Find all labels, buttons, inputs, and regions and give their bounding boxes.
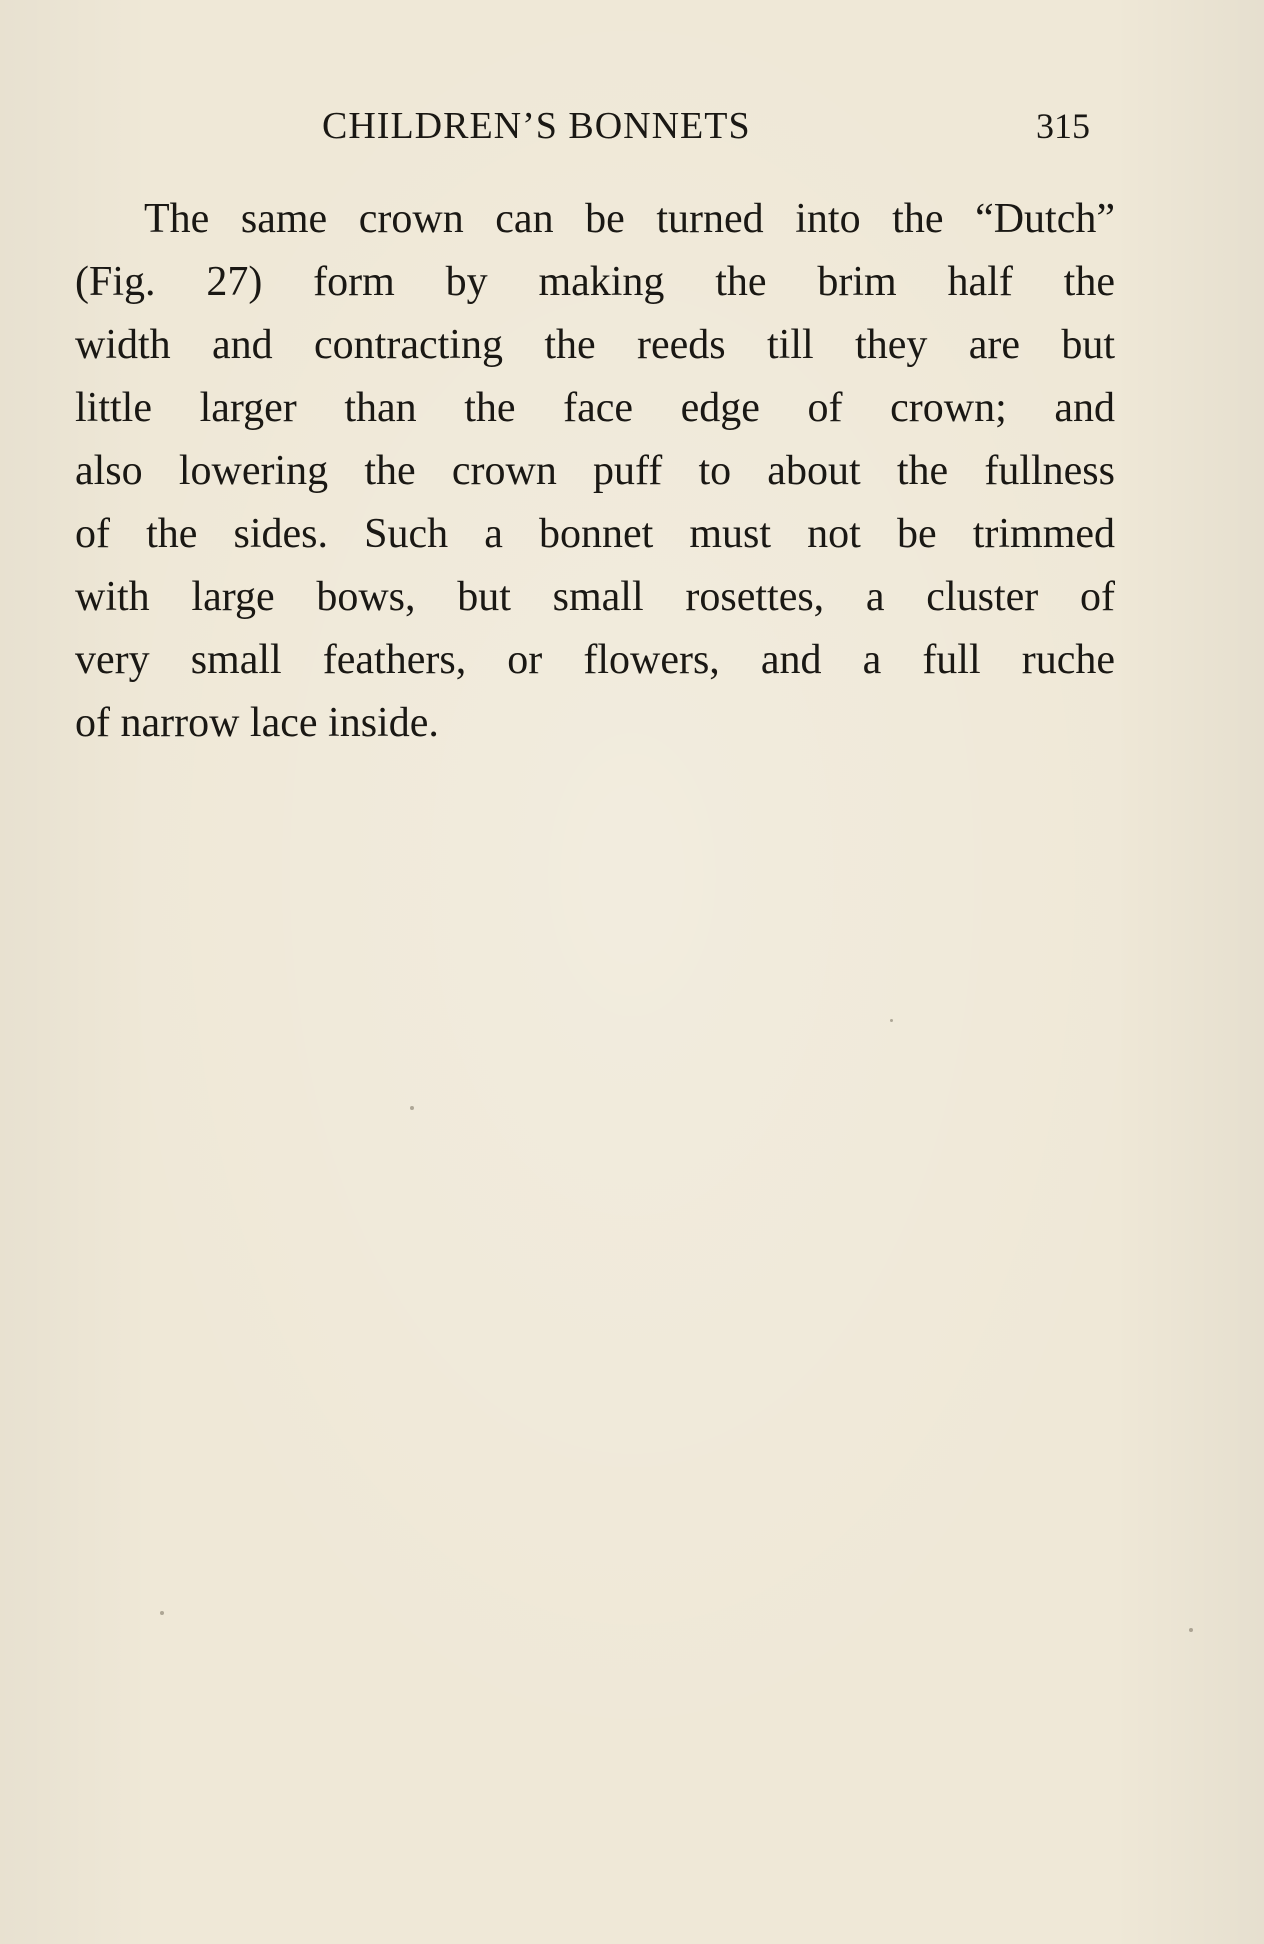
show-through-line [150, 1393, 1130, 1456]
paragraph-line-6: of the sides. Such a bonnet must not be trimmed [75, 511, 1115, 557]
show-through-line [150, 1267, 1130, 1330]
paragraph-line-5: also lowering the crown puff to about the fullness [75, 448, 1115, 494]
show-through-line [150, 1456, 1130, 1519]
show-through-line [150, 1582, 1130, 1645]
paragraph-line-9: of narrow lace inside. [75, 700, 439, 746]
show-through-line [150, 826, 1130, 889]
paragraph-line-8: very small feathers, or flowers, and a full ruche [75, 637, 1115, 683]
show-through-line [150, 1708, 1130, 1771]
paragraph-line-3: width and contracting the reeds till they are but [75, 322, 1115, 368]
paragraph-line-7: with large bows, but small rosettes, a cluster of [75, 574, 1115, 620]
show-through-line [150, 763, 1130, 826]
show-through-line [150, 1078, 1130, 1141]
paragraph-line-4: little larger than the face edge of crown; and [75, 385, 1115, 431]
show-through-texture [150, 700, 1130, 1820]
show-through-line [150, 1771, 1130, 1820]
show-through-line [150, 1330, 1130, 1393]
show-through-line [150, 889, 1130, 952]
paper-speck [410, 1106, 414, 1110]
running-header [72, 98, 1120, 154]
paper-speck [1189, 1628, 1193, 1632]
show-through-line [150, 1645, 1130, 1708]
page-number: 315 [1036, 106, 1090, 146]
show-through-line [150, 1204, 1130, 1267]
show-through-line [150, 952, 1130, 1015]
paragraph [75, 188, 1115, 755]
paragraph-line-1: The same crown can be turned into the “Dutch” [144, 196, 1115, 242]
paragraph-line-2: (Fig. 27) form by making the brim half the [75, 259, 1115, 305]
show-through-line [150, 1141, 1130, 1204]
show-through-line [150, 1015, 1130, 1078]
paper-speck [160, 1611, 164, 1615]
paper-speck [890, 1019, 893, 1022]
show-through-line [150, 1519, 1130, 1582]
chapter-title: CHILDREN’S BONNETS [322, 105, 751, 147]
